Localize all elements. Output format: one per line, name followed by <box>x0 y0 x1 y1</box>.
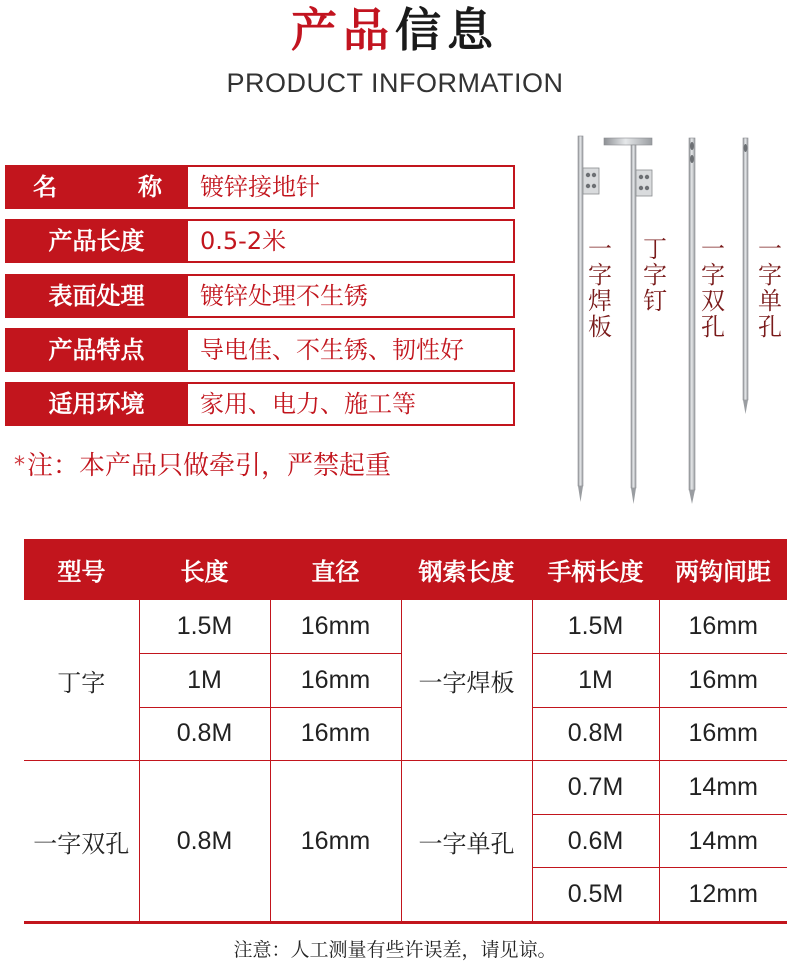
info-value: 导电佳、不生锈、韧性好 <box>188 328 515 372</box>
nail-label: 丁字钉 <box>643 235 667 315</box>
info-row-length <box>5 219 515 263</box>
page-title-accent: 产品 <box>291 3 395 57</box>
length-cell: 0.8M <box>139 761 270 922</box>
length-cell: 0.8M <box>139 707 270 761</box>
table-row <box>24 600 787 654</box>
info-value: 镀锌处理不生锈 <box>188 274 515 318</box>
info-label: 适用环境 <box>5 382 188 426</box>
length-cell: 1M <box>139 654 270 708</box>
col-header-handle-length: 手柄长度 <box>532 539 659 600</box>
diameter-cell: 16mm <box>270 707 401 761</box>
length-cell: 1.5M <box>139 600 270 654</box>
cable-length-cell: 一字单孔 <box>401 761 532 922</box>
table-header-row <box>24 539 787 600</box>
col-header-diameter: 直径 <box>270 539 401 600</box>
col-header-length: 长度 <box>139 539 270 600</box>
info-label: 产品长度 <box>5 219 188 263</box>
handle-length-cell: 0.5M <box>532 868 659 922</box>
page-subtitle: PRODUCT INFORMATION <box>226 68 564 98</box>
spec-table <box>24 539 787 922</box>
nail-label: 一字焊板 <box>588 235 612 341</box>
asterisk-icon: * <box>14 453 25 478</box>
handle-length-cell: 1.5M <box>532 600 659 654</box>
diameter-cell: 16mm <box>270 600 401 654</box>
nail-double-hole <box>689 138 695 504</box>
handle-length-cell: 0.7M <box>532 761 659 815</box>
col-header-cable-length: 钢索长度 <box>401 539 532 600</box>
col-header-hook-spacing: 两钩间距 <box>659 539 787 600</box>
table-bottom-border <box>24 922 787 924</box>
page-title-rest: 信息 <box>395 3 499 57</box>
hook-spacing-cell: 14mm <box>659 814 787 868</box>
nail-label: 一字双孔 <box>701 235 725 341</box>
info-value: 家用、电力、施工等 <box>188 382 515 426</box>
diameter-cell: 16mm <box>270 761 401 922</box>
measurement-footnote: 注意：人工测量有些许误差，请见谅。 <box>233 939 557 961</box>
info-label: 产品特点 <box>5 328 188 372</box>
hook-spacing-cell: 14mm <box>659 761 787 815</box>
model-cell: 丁字 <box>24 600 139 761</box>
info-row-features <box>5 328 515 372</box>
info-value: 0.5-2米 <box>188 219 515 263</box>
hook-spacing-cell: 12mm <box>659 868 787 922</box>
handle-length-cell: 0.6M <box>532 814 659 868</box>
hook-spacing-cell: 16mm <box>659 600 787 654</box>
cable-length-cell: 一字焊板 <box>401 600 532 761</box>
warning-note-text: 注：本产品只做牵引，严禁起重 <box>27 451 392 481</box>
warning-note <box>14 446 391 486</box>
handle-length-cell: 0.8M <box>532 707 659 761</box>
info-row-name <box>5 165 515 209</box>
nail-label: 一字单孔 <box>758 235 782 341</box>
model-cell: 一字双孔 <box>24 761 139 922</box>
col-header-model: 型号 <box>24 539 139 600</box>
table-row <box>24 761 787 815</box>
ground-nails-illustration <box>566 130 790 510</box>
info-value: 镀锌接地针 <box>188 165 515 209</box>
info-label: 表面处理 <box>5 274 188 318</box>
diameter-cell: 16mm <box>270 654 401 708</box>
info-row-surface <box>5 274 515 318</box>
page-title <box>0 2 790 58</box>
hook-spacing-cell: 16mm <box>659 654 787 708</box>
info-label: 名 称 <box>5 165 188 209</box>
nail-single-hole <box>743 138 748 414</box>
handle-length-cell: 1M <box>532 654 659 708</box>
info-row-environment <box>5 382 515 426</box>
hook-spacing-cell: 16mm <box>659 707 787 761</box>
